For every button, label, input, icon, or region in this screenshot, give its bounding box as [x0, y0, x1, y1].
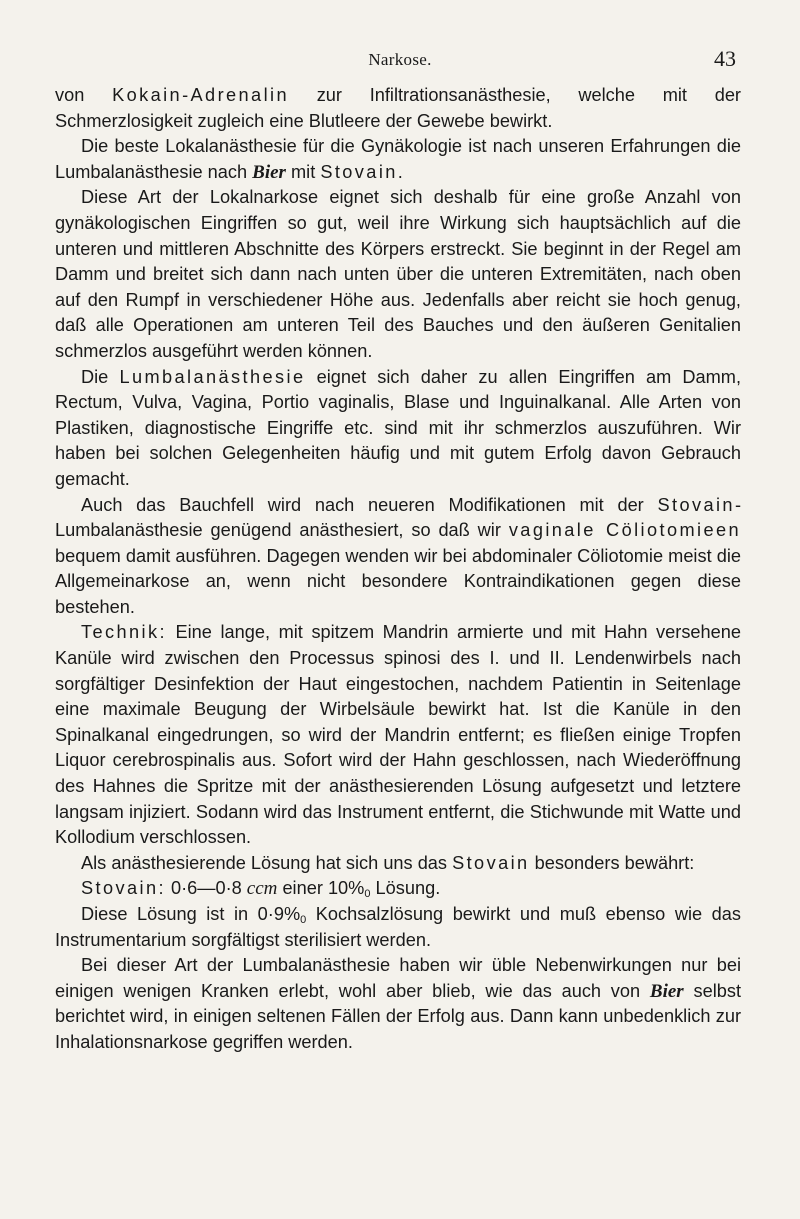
text-run: Diese Lösung ist in 0·9	[81, 904, 284, 924]
spaced-term: Stovain	[657, 494, 735, 515]
text-run: selbst berichtet wird, in einigen seltenen Fällen der Erfolg aus. Dann kann unbedenklich zur Inhalationsnarkose gegriffen werden.	[55, 980, 741, 1052]
spaced-term: Stovain	[320, 161, 398, 182]
author-name: Bier	[252, 161, 286, 183]
paragraph-5	[55, 493, 741, 621]
paragraph-3	[55, 185, 741, 364]
text-run: Die beste Lokalanästhesie für die Gynäkologie ist nach unseren Erfahrungen die Lumbalanästhesie nach	[55, 136, 741, 182]
spaced-term: Stovain:	[81, 878, 166, 899]
page-number: 43	[714, 46, 736, 71]
text-run: Bei dieser Art der Lumbalanästhesie haben wir üble Nebenwirkungen nur bei einigen wenigen Kranken erlebt, wohl aber blieb, wie das auch von	[55, 955, 741, 1001]
paragraph-8-dosage	[55, 876, 741, 902]
section-label: Technik:	[81, 622, 167, 643]
spaced-term: Lumbalanästhesie	[119, 366, 306, 387]
subscript: 0	[364, 888, 371, 901]
text-run: Als anästhesierende Lösung hat sich uns das	[81, 852, 453, 873]
text-run: mit	[285, 161, 321, 182]
paragraph-7	[55, 851, 741, 877]
paragraph-4	[55, 365, 741, 493]
text-run: 0·6—0·8	[165, 878, 247, 899]
text-run: bequem damit ausführen. Dagegen wenden wir bei abdominaler Cöliotomie meist die Allgemeinarkose an, wenn nicht besondere Kontraindikationen gegen diese bestehen.	[55, 545, 741, 617]
text-run: einer 10	[277, 878, 349, 899]
unit-ccm: ccm	[246, 878, 278, 900]
spaced-term: vaginale Cöliotomieen	[508, 520, 742, 541]
text-run: zur Infiltrationsanästhesie, welche mit der Schmerzlosigkeit zugleich eine Blutleere der Gewebe bewirkt.	[55, 85, 741, 131]
text-run: Die	[81, 366, 120, 387]
text-run: Auch das Bauchfell wird nach neueren Modifikationen mit der	[81, 494, 658, 515]
paragraph-10	[55, 953, 741, 1055]
paragraph-1	[55, 83, 741, 134]
paragraph-9	[55, 902, 741, 953]
paragraph-2	[55, 134, 741, 185]
text-run: Eine lange, mit spitzem Mandrin armierte und mit Hahn versehene Kanüle wird zwischen den Processus spinosi des I. und II. Lendenwirbels nach sorgfältiger Desinfektion der Haut eingestochen, nachdem Patientin in Seitenlage eine maximale Beugung der Wirbelsäule bewirkt hat. Ist die Kanüle in den Spinalkanal eingedrungen, so wird der Mandrin entfernt; es fließen einige Tropfen Liquor cerebrospinalis aus. Sofort wird der Hahn geschlossen, nach Wiederöffnung des Hahnes die Spritze mit der anästhesierenden Lösung aufgesetzt und letztere langsam injiziert. Sodann wird das Instrument entfernt, die Stichwunde mit Watte und Kollodium verschlossen.	[55, 622, 741, 848]
spaced-term: Stovain	[452, 852, 530, 873]
text-run: besonders bewährt:	[529, 852, 695, 873]
text-run: Lösung.	[370, 878, 441, 899]
text-run: Diese Art der Lokalnarkose eignet sich deshalb für eine große Anzahl von gynäkologischen Eingriffen so gut, weil ihre Wirkung sich hauptsächlich auf die unteren und mittleren Abschnitte des Körpers erstreckt. Sie beginnt in der Regel am Damm und breitet sich dann nach unten über die unteren Extremitäten, nach oben auf den Rumpf in verschiedener Höhe aus. Jedenfalls aber reicht sie hoch genug, daß alle Operationen am unteren Teil des Bauches und den äußeren Genitalien schmerzlos ausgeführt werden können.	[55, 187, 741, 361]
text-run: Kochsalzlösung bewirkt und muß ebenso wie das Instrumentarium sorgfältigst sterilisiert werden.	[55, 904, 741, 950]
percent-sign: %	[348, 878, 365, 899]
text-run: eignet sich daher zu allen Eingriffen am Damm, Rectum, Vulva, Vagina, Portio vaginalis, Blase und Inguinalkanal. Alle Arten von Plastiken, diagnostische Eingriffe etc. sind mit ihr schmerzlos auszuführen. Wir haben bei solchen Gelegenheiten häufig und mit gutem Erfolg davon Gebrauch gemacht.	[55, 366, 741, 489]
text-run: .	[397, 161, 403, 182]
author-name: Bier	[649, 980, 684, 1002]
text-run: -Lumbalanästhesie genügend anästhesiert, so daß wir	[55, 494, 741, 541]
running-head: Narkose.	[368, 50, 432, 69]
percent-sign: %	[283, 904, 301, 924]
paragraph-6	[55, 620, 741, 850]
subscript: 0	[300, 914, 307, 926]
spaced-term: Kokain-Adrenalin	[112, 85, 289, 105]
body-text	[55, 83, 741, 1056]
text-run: von	[55, 85, 113, 105]
